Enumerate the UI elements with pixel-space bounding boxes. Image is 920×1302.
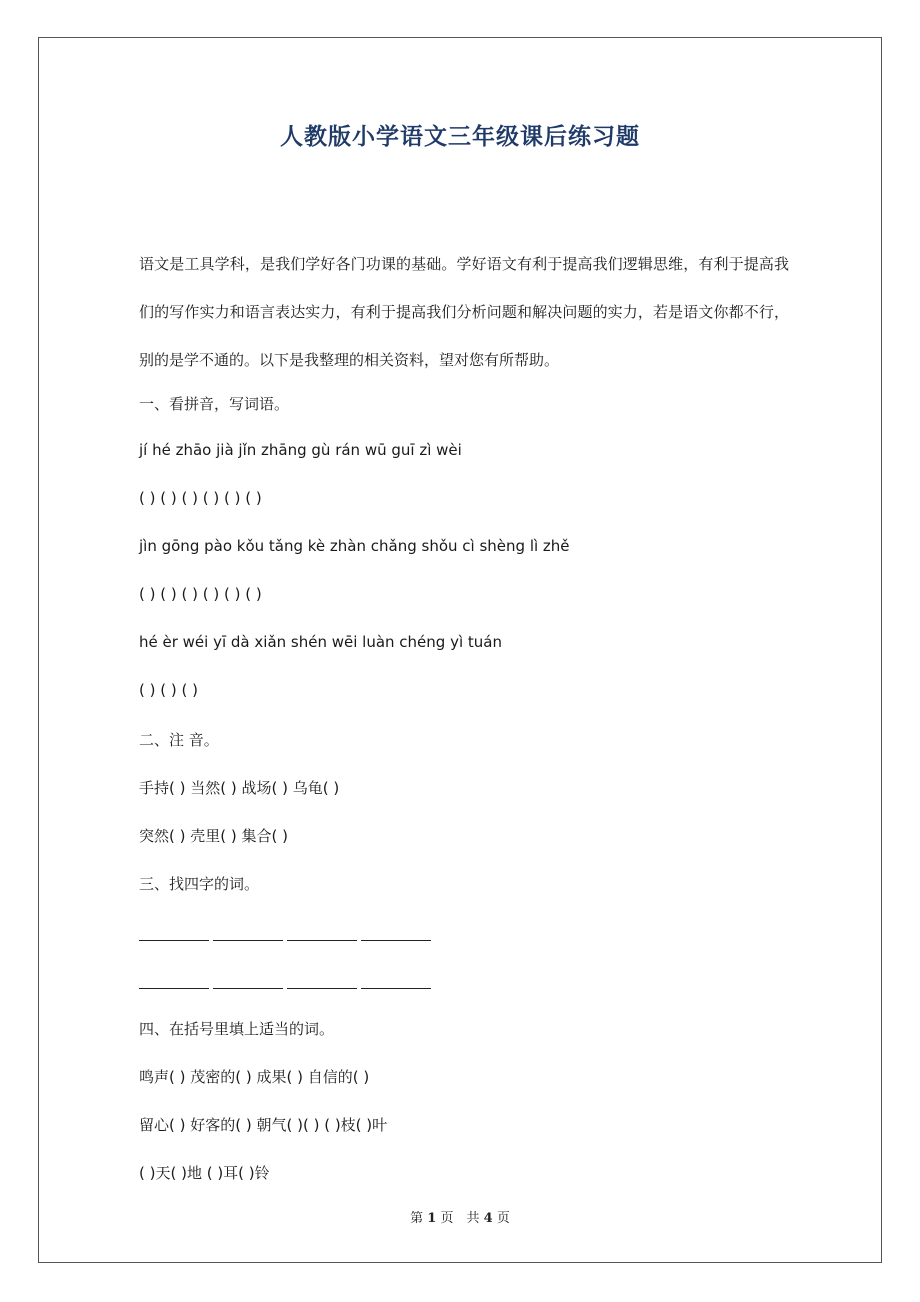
blank-line (287, 975, 357, 989)
intro-paragraph: 语文是工具学科，是我们学好各门功课的基础。学好语文有利于提高我们逻辑思维，有利于提高我们的写作实力和语言表达实力，有利于提高我们分析问题和解决问题的实力，若是语文你都不行，别的是学不通的。以下是我整理的相关资料，望对您有所帮助。 (139, 255, 789, 369)
section3-heading: 三、找四字的词。 (139, 875, 260, 893)
phonetic-row-2: 突然( ) 壳里( ) 集合( ) (139, 827, 288, 845)
pinyin-row-3: hé èr wéi yī dà xiǎn shén wēi luàn chéng yì tuán (139, 633, 502, 651)
footer-suffix: 页 (496, 1211, 510, 1226)
total-page-number: 4 (483, 1211, 493, 1226)
page-footer (0, 1207, 920, 1226)
pinyin-row-2: jìn gōng pào kǒu tǎng kè zhàn chǎng shǒu cì shèng lì zhě (139, 537, 570, 555)
pinyin-row-1: jí hé zhāo jià jǐn zhāng gù rán wū guī zì wèi (139, 441, 462, 459)
blank-line (213, 927, 283, 941)
section2-heading: 二、注 音。 (139, 731, 219, 749)
answer-brackets-row-2: ( ) ( ) ( ) ( ) ( ) ( ) (139, 585, 262, 603)
footer-mid: 页 共 (440, 1211, 480, 1226)
blank-line (361, 927, 431, 941)
page-title: 人教版小学语文三年级课后练习题 (280, 124, 640, 150)
section4-heading: 四、在括号里填上适当的词。 (139, 1020, 335, 1038)
answer-brackets-row-1: ( ) ( ) ( ) ( ) ( ) ( ) (139, 489, 262, 507)
blank-line (287, 927, 357, 941)
blank-line (361, 975, 431, 989)
fill-row-3: ( )天( )地 ( )耳( )铃 (139, 1164, 270, 1182)
blank-line (213, 975, 283, 989)
current-page-number: 1 (427, 1211, 437, 1226)
answer-brackets-row-3: ( ) ( ) ( ) (139, 681, 198, 699)
blank-line (139, 975, 209, 989)
blank-line (139, 927, 209, 941)
phonetic-row-1: 手持( ) 当然( ) 战场( ) 乌龟( ) (139, 779, 340, 797)
fill-row-1: 鸣声( ) 茂密的( ) 成果( ) 自信的( ) (139, 1068, 370, 1086)
section1-heading: 一、看拼音，写词语。 (139, 395, 290, 413)
footer-prefix: 第 (410, 1211, 424, 1226)
fill-row-2: 留心( ) 好客的( ) 朝气( )( ) ( )枝( )叶 (139, 1116, 388, 1134)
